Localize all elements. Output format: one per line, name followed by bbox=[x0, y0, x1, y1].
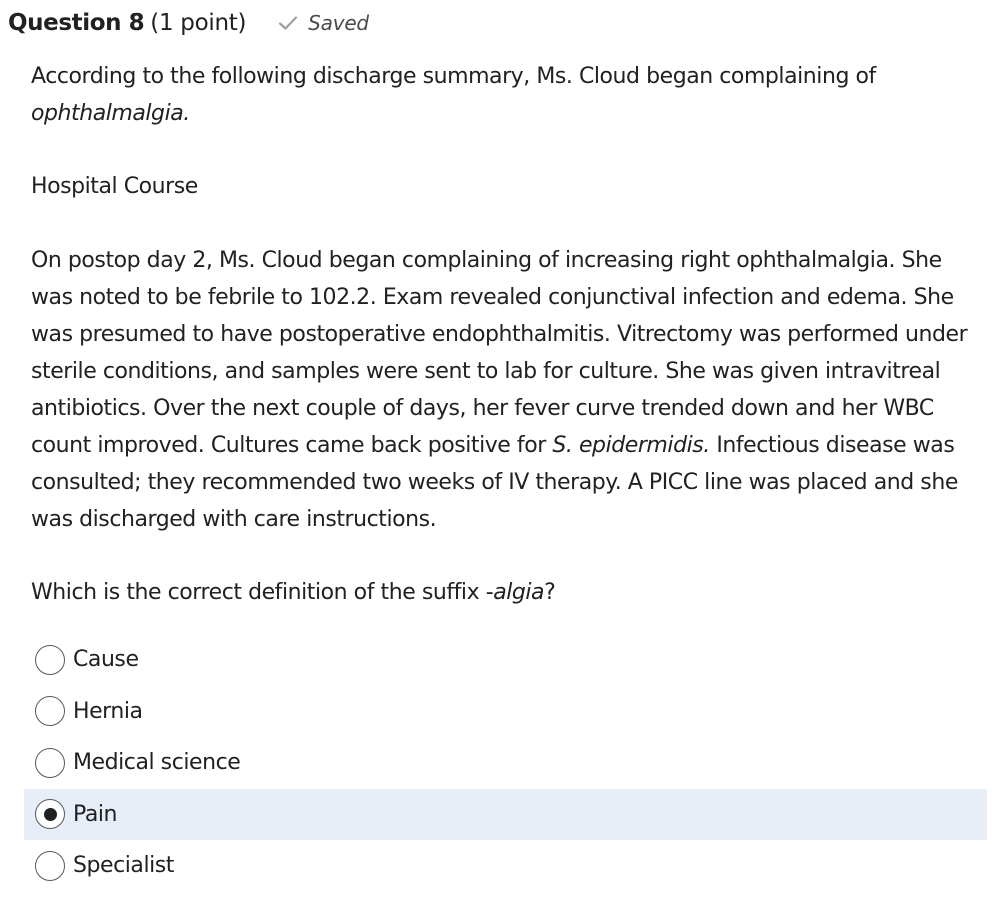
question-prompt bbox=[31, 574, 555, 611]
narrative-part2: Infectious disease was consulted; they recommended two weeks of IV therapy. A PICC line was placed and she was discharged with care instructions. bbox=[31, 433, 958, 532]
radio-button[interactable] bbox=[35, 645, 65, 675]
radio-dot bbox=[44, 808, 57, 821]
question-header bbox=[8, 4, 369, 42]
option-label: Hernia bbox=[73, 698, 143, 724]
stem-term: ophthalmalgia. bbox=[31, 101, 190, 126]
option-pain[interactable] bbox=[24, 789, 987, 841]
option-cause[interactable] bbox=[24, 634, 987, 686]
narrative-organism: S. epidermidis. bbox=[552, 433, 710, 458]
prompt-prefix: Which is the correct definition of the suffix - bbox=[31, 580, 494, 605]
option-specialist[interactable] bbox=[24, 840, 987, 892]
radio-button[interactable] bbox=[35, 851, 65, 881]
option-label: Medical science bbox=[73, 750, 241, 776]
narrative-part1: On postop day 2, Ms. Cloud began complaining of increasing right ophthalmalgia. She was noted to be febrile to 102.2. Exam revealed conjunctival infection and edema. She was presumed to have postoperative endophthalmitis. Vitrectomy was performed under sterile conditions, and samples were sent to lab for culture. She was given intravitreal antibiotics. Over the next couple of days, her fever curve trended down and her WBC count improved. Cultures came back positive for bbox=[31, 248, 968, 458]
radio-button[interactable] bbox=[35, 696, 65, 726]
option-hernia[interactable] bbox=[24, 686, 987, 738]
stem-intro: According to the following discharge summary, Ms. Cloud began complaining of bbox=[31, 64, 876, 89]
answer-options bbox=[24, 634, 987, 892]
radio-button[interactable] bbox=[35, 748, 65, 778]
checkmark-icon bbox=[278, 15, 298, 31]
question-title: Question 8 bbox=[8, 10, 145, 36]
radio-button-selected[interactable] bbox=[35, 799, 65, 829]
discharge-narrative bbox=[31, 242, 976, 538]
prompt-end: ? bbox=[544, 580, 556, 605]
section-heading: Hospital Course bbox=[31, 174, 198, 199]
option-medical-science[interactable] bbox=[24, 737, 987, 789]
question-stem bbox=[31, 58, 976, 132]
option-label: Pain bbox=[73, 801, 118, 827]
option-label: Specialist bbox=[73, 853, 174, 879]
prompt-suffix-term: algia bbox=[493, 580, 545, 605]
question-points: (1 point) bbox=[150, 10, 247, 36]
option-label: Cause bbox=[73, 647, 139, 673]
saved-status: Saved bbox=[308, 11, 369, 35]
